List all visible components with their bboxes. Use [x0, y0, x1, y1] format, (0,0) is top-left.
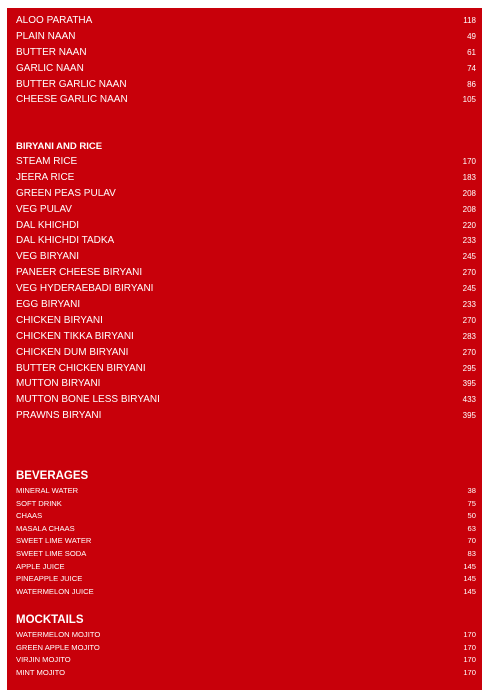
menu-item-name: CHICKEN DUM BIRYANI	[16, 346, 129, 358]
menu-item-name: SOFT DRINK	[16, 498, 62, 508]
biryani-section	[16, 139, 476, 424]
menu-item-row	[16, 265, 476, 281]
menu-item-price: 74	[467, 63, 476, 73]
menu-item-row	[16, 233, 476, 249]
mocktails-list	[16, 629, 476, 679]
menu-item-price: 283	[462, 331, 476, 341]
menu-item-price: 270	[462, 315, 476, 325]
breads-list	[16, 13, 476, 108]
menu-item-name: MUTTON BIRYANI	[16, 378, 101, 390]
menu-item-name: BUTTER CHICKEN BIRYANI	[16, 362, 146, 374]
menu-item-price: 145	[463, 561, 476, 571]
menu-item-price: 270	[462, 347, 476, 357]
menu-item-price: 70	[467, 536, 476, 546]
menu-item-name: PLAIN NAAN	[16, 30, 76, 42]
biryani-list	[16, 154, 476, 424]
menu-item-price: 170	[463, 667, 476, 677]
menu-item-row	[16, 586, 476, 599]
menu-item-name: SWEET LIME WATER	[16, 536, 92, 546]
menu-item-row	[16, 77, 476, 93]
breads-section	[16, 13, 476, 108]
menu-item-row	[16, 218, 476, 234]
menu-item-row	[16, 485, 476, 498]
menu-item-name: JEERA RICE	[16, 171, 75, 183]
menu-item-name: MINT MOJITO	[16, 667, 66, 677]
menu-item-name: WATERMELON MOJITO	[16, 630, 101, 639]
menu-item-name: DAL KHICHDI	[16, 219, 79, 231]
menu-item-row	[16, 561, 476, 574]
menu-item-name: PINEAPPLE JUICE	[16, 574, 83, 584]
menu-item-price: 49	[467, 31, 476, 41]
menu-item-price: 63	[467, 523, 476, 533]
menu-item-price: 145	[463, 586, 476, 596]
menu-item-name: BUTTER NAAN	[16, 46, 87, 58]
menu-item-price: 208	[462, 188, 476, 198]
menu-item-price: 183	[462, 172, 476, 182]
menu-item-row	[16, 297, 476, 313]
menu-item-price: 118	[463, 16, 476, 25]
menu-item-row	[16, 535, 476, 548]
menu-item-row	[16, 170, 476, 186]
menu-item-name: VIRJIN MOJITO	[16, 655, 71, 665]
menu-item-name: EGG BIRYANI	[16, 299, 81, 311]
menu-item-name: GARLIC NAAN	[16, 62, 84, 74]
menu-item-price: 170	[463, 642, 476, 652]
menu-item-name: APPLE JUICE	[16, 561, 65, 571]
mocktails-section	[16, 612, 476, 679]
menu-item-price: 233	[462, 300, 476, 310]
menu-item-row	[16, 61, 476, 77]
section-heading-biryani: BIRYANI AND RICE	[16, 141, 103, 152]
menu-item-price: 245	[462, 284, 476, 294]
menu-item-row	[16, 249, 476, 265]
menu-item-row	[16, 345, 476, 361]
menu-item-price: 170	[462, 157, 476, 166]
menu-item-price: 208	[462, 204, 476, 214]
menu-item-name: DAL KHICHDI TADKA	[16, 235, 115, 247]
menu-item-row	[16, 548, 476, 561]
menu-item-price: 83	[467, 548, 476, 558]
menu-item-price: 433	[462, 395, 476, 405]
menu-item-price: 295	[462, 363, 476, 373]
menu-item-name: PANEER CHEESE BIRYANI	[16, 267, 143, 279]
menu-item-row	[16, 45, 476, 61]
menu-item-row	[16, 186, 476, 202]
menu-item-name: GREEN APPLE MOJITO	[16, 642, 100, 652]
menu-item-price: 38	[467, 486, 476, 495]
menu-item-price: 75	[467, 498, 476, 508]
menu-item-name: PRAWNS BIRYANI	[16, 410, 102, 422]
menu-item-name: VEG BIRYANI	[16, 251, 79, 263]
menu-item-price: 245	[462, 252, 476, 262]
menu-item-row	[16, 667, 476, 680]
menu-item-row	[16, 154, 476, 170]
menu-item-row	[16, 361, 476, 377]
menu-item-row	[16, 29, 476, 45]
menu-item-price: 50	[467, 511, 476, 521]
menu-item-price: 170	[463, 630, 476, 639]
menu-item-name: ALOO PARATHA	[16, 15, 93, 26]
menu-item-row	[16, 392, 476, 408]
menu-item-name: CHEESE GARLIC NAAN	[16, 94, 128, 106]
menu-item-price: 170	[463, 655, 476, 665]
menu-panel	[7, 8, 482, 690]
menu-item-name: WATERMELON JUICE	[16, 586, 94, 596]
beverages-list	[16, 485, 476, 598]
menu-item-price: 220	[462, 220, 476, 230]
menu-item-name: GREEN PEAS PULAV	[16, 187, 116, 199]
menu-item-price: 61	[467, 47, 476, 57]
menu-item-row	[16, 523, 476, 536]
section-heading-beverages: BEVERAGES	[16, 470, 89, 482]
menu-item-price: 105	[462, 95, 476, 105]
menu-item-row	[16, 498, 476, 511]
menu-item-price: 145	[463, 574, 476, 584]
menu-item-row	[16, 510, 476, 523]
menu-item-name: VEG PULAV	[16, 203, 72, 215]
menu-item-name: STEAM RICE	[16, 156, 78, 167]
menu-item-row	[16, 654, 476, 667]
menu-item-row	[16, 629, 476, 642]
menu-item-price: 395	[462, 379, 476, 389]
menu-item-name: CHAAS	[16, 511, 43, 521]
menu-item-row	[16, 329, 476, 345]
menu-item-price: 233	[462, 236, 476, 246]
section-heading-mocktails: MOCKTAILS	[16, 614, 84, 626]
menu-item-name: CHICKEN TIKKA BIRYANI	[16, 330, 134, 342]
menu-item-row	[16, 313, 476, 329]
menu-item-price: 270	[462, 268, 476, 278]
menu-item-name: MINERAL WATER	[16, 486, 79, 495]
menu-item-row	[16, 202, 476, 218]
menu-item-row	[16, 376, 476, 392]
menu-item-price: 395	[462, 411, 476, 421]
menu-item-name: SWEET LIME SODA	[16, 548, 87, 558]
menu-item-row	[16, 573, 476, 586]
menu-item-row	[16, 92, 476, 108]
menu-item-row	[16, 13, 476, 29]
menu-item-row	[16, 281, 476, 297]
menu-item-row	[16, 408, 476, 424]
beverages-section	[16, 468, 476, 598]
menu-item-name: CHICKEN BIRYANI	[16, 314, 103, 326]
menu-item-price: 86	[467, 79, 476, 89]
menu-item-name: MUTTON BONE LESS BIRYANI	[16, 394, 160, 406]
menu-item-name: MASALA CHAAS	[16, 523, 75, 533]
menu-item-name: BUTTER GARLIC NAAN	[16, 78, 127, 90]
menu-item-row	[16, 642, 476, 655]
menu-item-name: VEG HYDERAEBADI BIRYANI	[16, 283, 154, 295]
